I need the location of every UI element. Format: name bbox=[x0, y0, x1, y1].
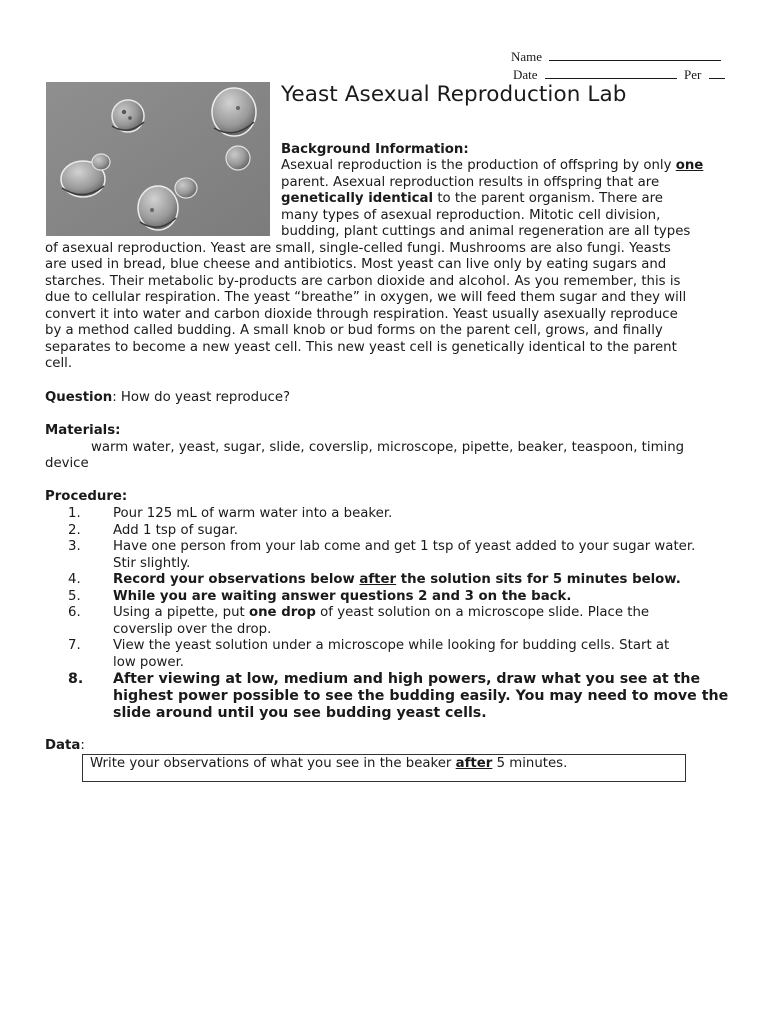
step-text: Stir slightly. bbox=[113, 556, 191, 571]
materials-list-line-2: device bbox=[45, 456, 89, 471]
background-emphasis-genetically-identical: genetically identical bbox=[281, 191, 434, 206]
data-heading bbox=[45, 738, 85, 755]
procedure-heading: Procedure: bbox=[45, 489, 128, 504]
background-line-2: parent. Asexual reproduction results in offspring that are bbox=[281, 175, 660, 190]
background-line-4: many types of asexual reproduction. Mitotic cell division, bbox=[281, 208, 661, 223]
step-emphasis-after: after bbox=[359, 572, 397, 587]
yeast-micrograph-image bbox=[46, 82, 270, 236]
per-label: Per bbox=[684, 67, 702, 82]
name-label: Name bbox=[511, 49, 543, 64]
background-line-1-text: Asexual reproduction is the production of offspring by only bbox=[281, 158, 676, 173]
per-blank[interactable] bbox=[709, 66, 725, 79]
step-number: 6. bbox=[68, 605, 81, 620]
data-label: Data bbox=[45, 738, 81, 753]
step-text: Pour 125 mL of warm water into a beaker. bbox=[113, 506, 393, 521]
observations-emphasis-after: after bbox=[455, 756, 493, 771]
date-field bbox=[513, 66, 725, 83]
question-label: Question bbox=[45, 390, 113, 405]
observations-prompt-text: 5 minutes. bbox=[492, 756, 568, 771]
background-line-3 bbox=[281, 191, 663, 208]
step-text: low power. bbox=[113, 655, 185, 670]
date-label: Date bbox=[513, 67, 538, 82]
background-heading: Background Information: bbox=[281, 142, 469, 157]
step-text: While you are waiting answer questions 2 and 3 on the back. bbox=[113, 589, 572, 604]
name-blank[interactable] bbox=[549, 48, 721, 61]
step-number: 1. bbox=[68, 506, 81, 521]
step-text-part: of yeast solution on a microscope slide. Place the bbox=[315, 605, 650, 620]
step-text: View the yeast solution under a microscope while looking for budding cells. Start at bbox=[113, 638, 670, 653]
step-text: coverslip over the drop. bbox=[113, 622, 272, 637]
background-line-5: budding, plant cuttings and animal regeneration are all types bbox=[281, 224, 691, 239]
background-line-3-text: to the parent organism. There are bbox=[433, 191, 663, 206]
materials-list-line-1: warm water, yeast, sugar, slide, coverslip, microscope, pipette, beaker, teaspoon, timing bbox=[91, 440, 685, 455]
observations-prompt bbox=[90, 756, 567, 773]
data-colon: : bbox=[80, 738, 85, 753]
step-emphasis-one-drop: one drop bbox=[248, 605, 316, 620]
step-text-part: Using a pipette, put bbox=[113, 605, 249, 620]
background-line-13: cell. bbox=[45, 356, 73, 371]
background-line-10: convert it into water and carbon dioxide through respiration. Yeast usually asexually reproduce bbox=[45, 307, 678, 322]
background-line-12: separates to become a new yeast cell. This new yeast cell is genetically identical to the parent bbox=[45, 340, 677, 355]
materials-heading: Materials: bbox=[45, 423, 121, 438]
step-text: Add 1 tsp of sugar. bbox=[113, 523, 238, 538]
step-text-part: the solution sits for 5 minutes below. bbox=[396, 572, 681, 587]
step-text bbox=[113, 572, 681, 589]
step-text-part: Record your observations below bbox=[113, 572, 360, 587]
observations-box[interactable] bbox=[82, 754, 686, 782]
background-line-1 bbox=[281, 158, 703, 175]
step-text: After viewing at low, medium and high powers, draw what you see at the bbox=[113, 671, 701, 687]
observations-prompt-text: Write your observations of what you see in the beaker bbox=[90, 756, 456, 771]
step-text: slide around until you see budding yeast cells. bbox=[113, 705, 487, 721]
background-line-8: starches. Their metabolic by-products are carbon dioxide and alcohol. As you remember, this is bbox=[45, 274, 681, 289]
background-emphasis-one: one bbox=[675, 158, 704, 173]
date-blank[interactable] bbox=[545, 66, 677, 79]
step-number: 8. bbox=[68, 671, 84, 687]
background-line-9: due to cellular respiration. The yeast “breathe” in oxygen, we will feed them sugar and they will bbox=[45, 290, 687, 305]
question-line bbox=[45, 390, 290, 407]
background-line-7: are used in bread, blue cheese and antibiotics. Most yeast can live only by eating sugars and bbox=[45, 257, 667, 272]
background-line-11: by a method called budding. A small knob or bud forms on the parent cell, grows, and finally bbox=[45, 323, 663, 338]
step-text: highest power possible to see the budding easily. You may need to move the bbox=[113, 688, 729, 704]
step-number: 3. bbox=[68, 539, 81, 554]
background-line-6: of asexual reproduction. Yeast are small, single-celled fungi. Mushrooms are also fungi. Yeasts bbox=[45, 241, 671, 256]
step-number: 7. bbox=[68, 638, 81, 653]
name-field bbox=[511, 48, 721, 65]
step-number: 5. bbox=[68, 589, 81, 604]
page-title: Yeast Asexual Reproduction Lab bbox=[281, 82, 627, 107]
step-number: 4. bbox=[68, 572, 81, 587]
step-number: 2. bbox=[68, 523, 81, 538]
question-text: : How do yeast reproduce? bbox=[112, 390, 291, 405]
step-text: Have one person from your lab come and get 1 tsp of yeast added to your sugar water. bbox=[113, 539, 696, 554]
step-text bbox=[113, 605, 649, 622]
